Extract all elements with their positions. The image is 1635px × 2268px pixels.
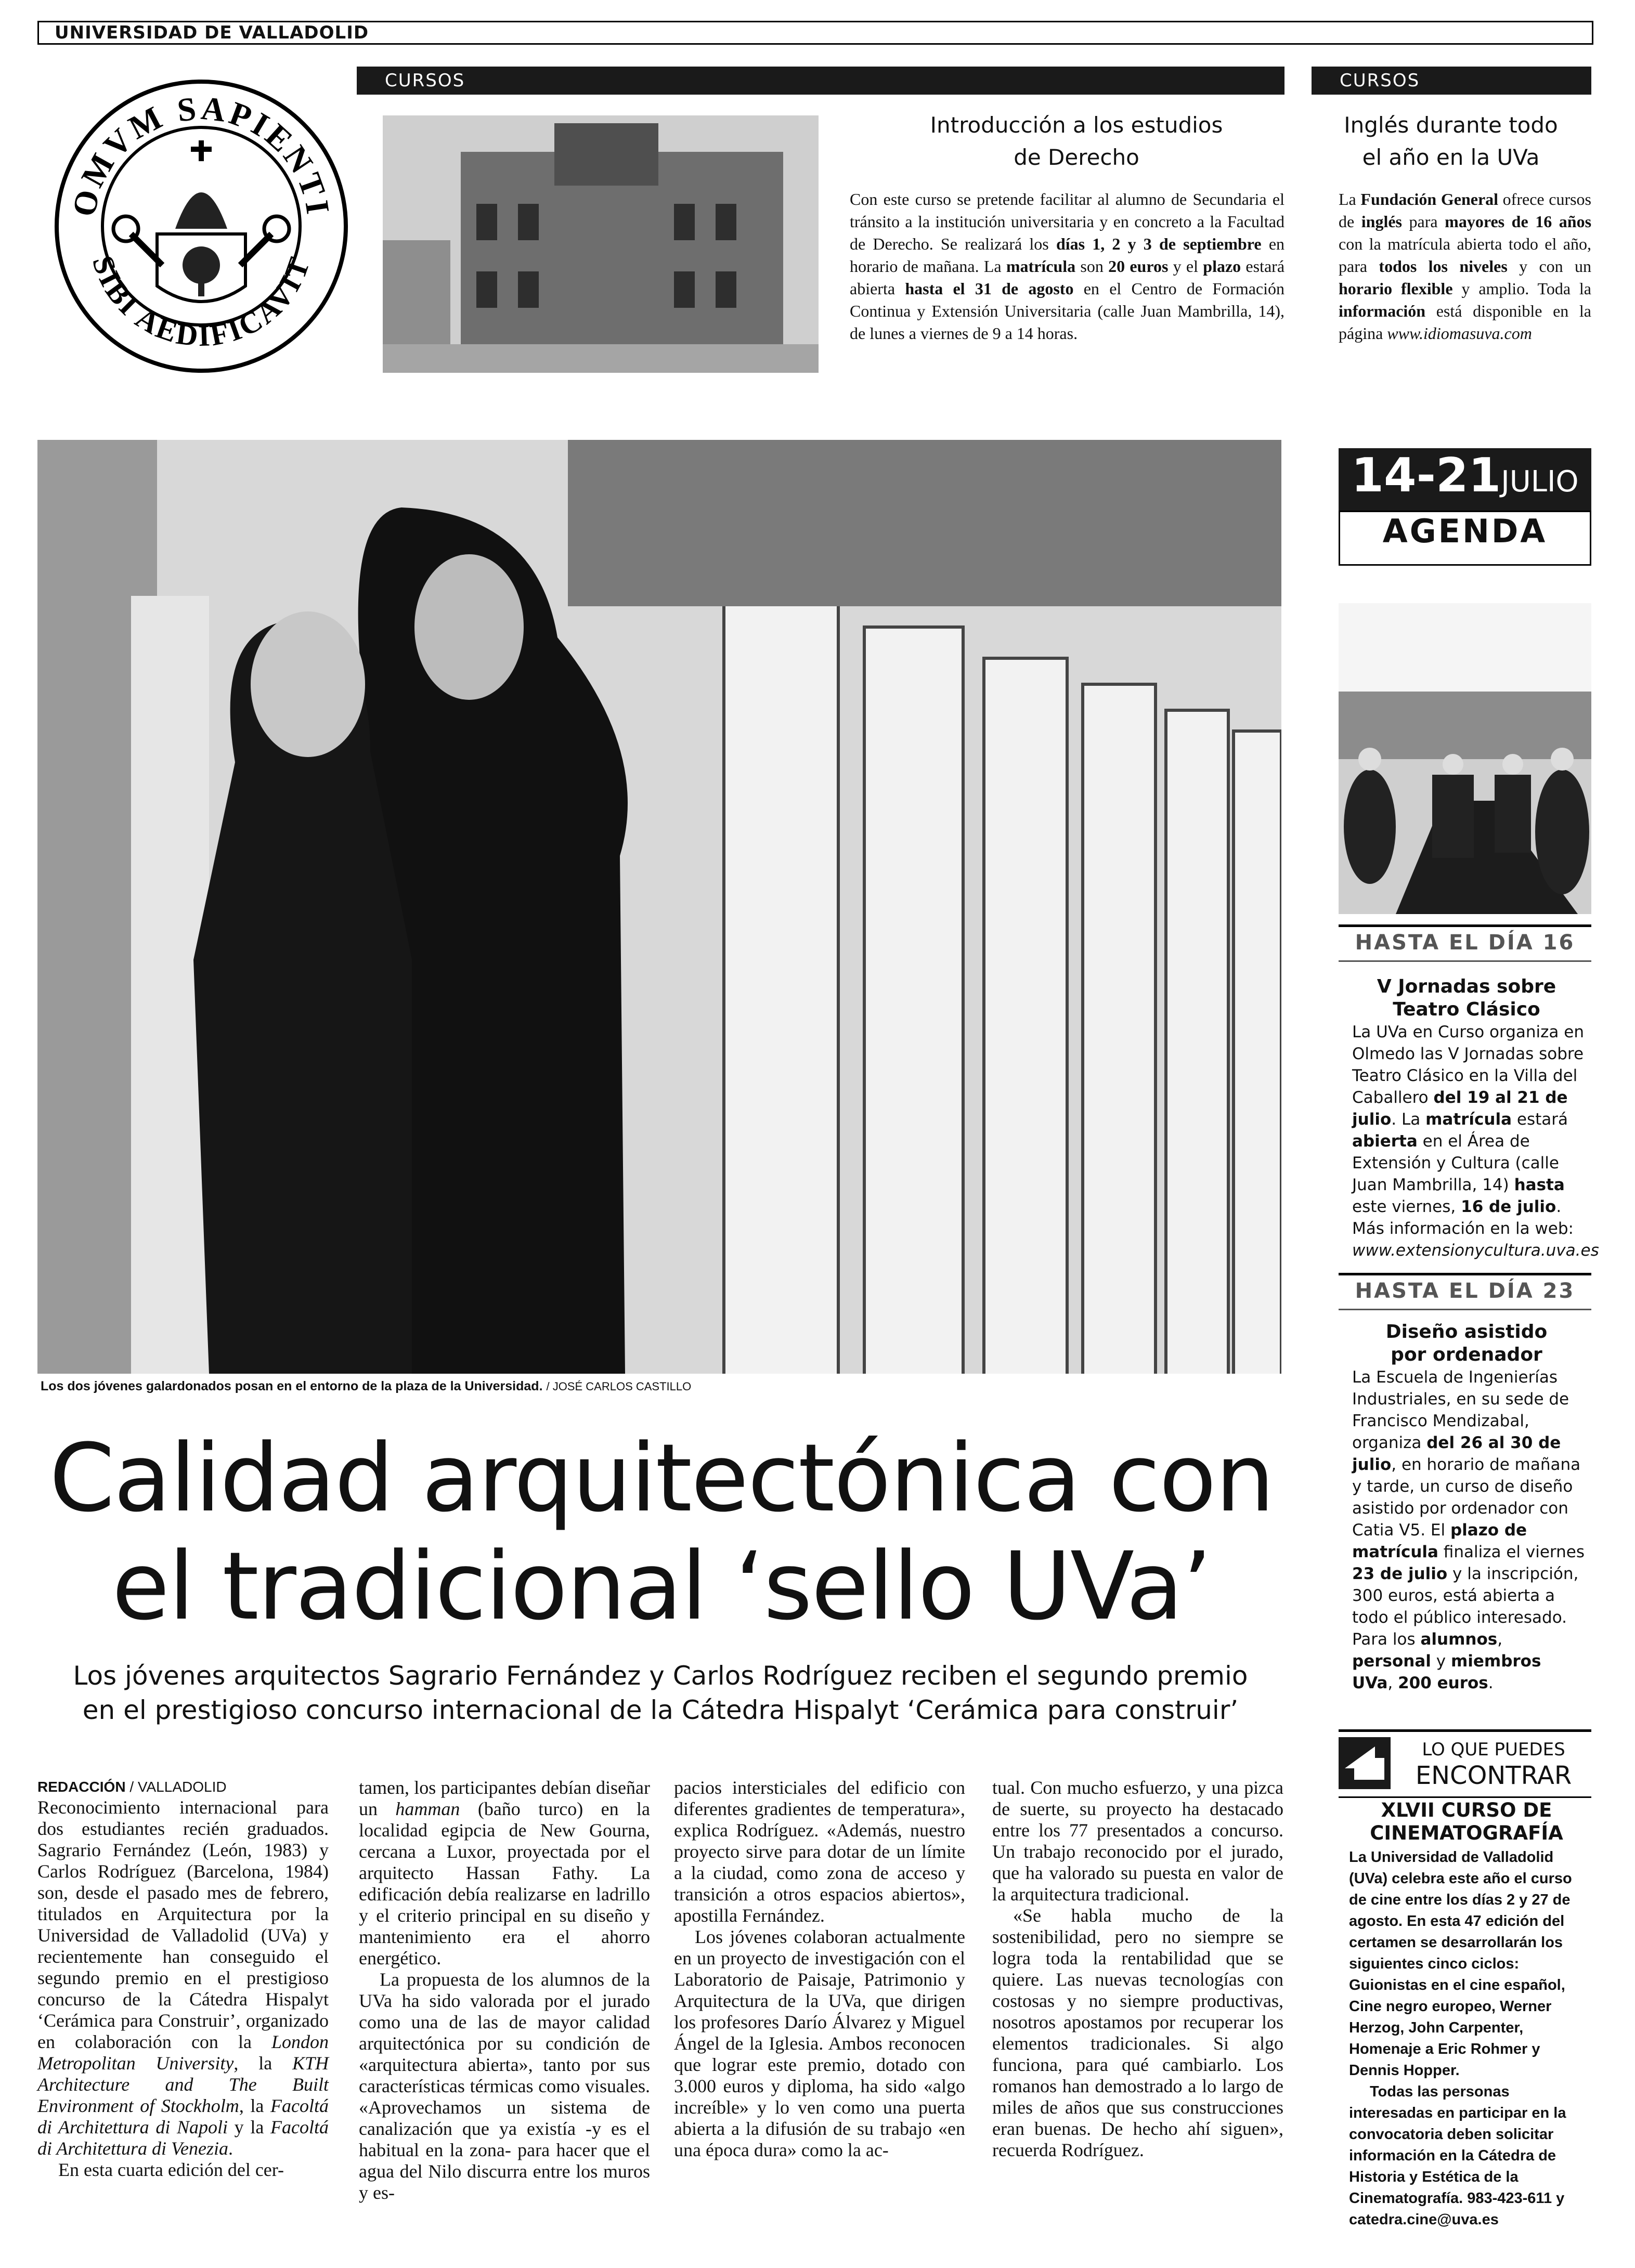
- col1-text-run: y la: [228, 2117, 271, 2137]
- course1-section-label: CURSOS: [357, 67, 1284, 95]
- col1-text-run: Facoltá di Architettura di Napoli: [37, 2095, 329, 2137]
- col2-paragraph-2: La propuesta de los alumnos de la UVa ha sido valorada por el jurado como una de las de mayor calidad arquitectónica por su condición de «arquitectura abierta», tanto por sus características térmicas como visuales. «Aprovechamos un sistema de canalización que ya existía -y es el habitual en la zona- para hacer que el agua del Nilo discurra entre los muros y es-: [359, 1969, 650, 2203]
- agenda-item-1-body-run: abierta: [1352, 1132, 1418, 1151]
- headline-line-1: Calidad arquitectónica con: [49, 1424, 1274, 1533]
- encontrar-kicker: LO QUE PUEDES: [1422, 1739, 1565, 1760]
- course1-body: [850, 188, 1284, 345]
- agenda-item-2-title: Diseño asistido por ordenador: [1385, 1321, 1548, 1365]
- col2-text-run: tamen, los participantes debían diseñar un: [359, 1777, 650, 1819]
- main-photo-caption: [41, 1378, 691, 1395]
- col1-text-run: Reconocimiento internacional para dos estudiantes recién graduados. Sagrario Fernández (León, 1983) y Carlos Rodríguez (Barcelona, 1984) son, desde el pasado mes de febrero, titulados en Arquitectura por la Universidad de Valladolid (UVa) y recientemente han conseguido el segundo premio en el prestigioso concurso de la Cátedra Hispalyt ‘Cerámica para Construir’, organizado en colaboración con la: [37, 1797, 329, 2052]
- course2-title: Inglés durante todo el año en la UVa: [1344, 112, 1558, 170]
- agenda-title: AGENDA: [1382, 512, 1548, 550]
- agenda-title-box: [1339, 511, 1591, 566]
- agenda-item-1-title: V Jornadas sobre Teatro Clásico: [1377, 976, 1556, 1020]
- caption-text: Los dos jóvenes galardonados posan en el entorno de la plaza de la Universidad.: [41, 1379, 543, 1393]
- encontrar-heading: ENCONTRAR: [1415, 1761, 1572, 1790]
- col3-paragraph-2: Los jóvenes colaboran actualmente en un proyecto de investigación con el Laboratorio de Paisaje, Patrimonio y Arquitectura de la UVa, que dirigen los profesores Darío Álvarez y Miguel Ángel de la Iglesia. Ambos reconocen que lograr este premio, dotado con 3.000 euros y diploma, ha sido «algo increíble» y lo ven como una puerta abierta a la difusión de su trabajo «en una época dura» como la ac-: [674, 1926, 965, 2160]
- encontrar-title-line-1: XLVII CURSO DE: [1381, 1799, 1552, 1821]
- col1-text-run: , la: [239, 2095, 271, 2116]
- course1-body-run: matrícula: [1006, 257, 1076, 276]
- caption-credit: / JOSÉ CARLOS CASTILLO: [546, 1380, 692, 1393]
- course2-section-label: CURSOS: [1312, 67, 1591, 95]
- agenda-item-1-body-run: La UVa en Curso organiza en Olmedo las V Jornadas sobre Teatro Clásico en la Villa del Caballero: [1352, 1023, 1584, 1107]
- agenda-item-2-body-run: , en horario de mañana y tarde, un curso de diseño asistido por ordenador con Catia V5. El: [1352, 1455, 1581, 1540]
- agenda-item-2-body-run: miembros UVa: [1352, 1652, 1541, 1692]
- course2-body-run: y amplio. Toda la: [1452, 279, 1592, 298]
- col3-paragraph-1: pacios intersticiales del edificio con diferentes gradientes de temperatura», explica Rodríguez. «Además, nuestro proyecto sirve para dotar de un límite a la ciudad, como zona de acceso y transición a otros espacios abiertos», apostilla Fernández.: [674, 1777, 965, 1926]
- agenda-item-1-body-run: en el Área de Extensión y Cultura (calle Juan Mambrilla, 14): [1352, 1132, 1559, 1194]
- course1-body-run: plazo: [1203, 257, 1241, 276]
- course1-body-run: en el Centro de Formación Continua y Extensión Universitaria (calle Juan Mambrilla, 14), de lunes a viernes de 9 a 14 horas.: [850, 279, 1285, 343]
- agenda-item-2-body-run: y: [1431, 1652, 1451, 1671]
- course2-body: [1339, 188, 1591, 345]
- course1-body-run: en horario de mañana. La: [850, 234, 1285, 276]
- course1-body-run: 20 euros: [1108, 257, 1169, 276]
- seal-text-top: SAPIENTI: [175, 89, 338, 219]
- article-subhead: [31, 1659, 1290, 1727]
- agenda-item-1-body-run: matrícula: [1425, 1110, 1512, 1129]
- agenda-item-2-body-run: alumnos: [1420, 1630, 1498, 1649]
- agenda-item-2-body-run: 23 de julio: [1352, 1565, 1448, 1583]
- university-seal-logo: [53, 78, 349, 374]
- seal-text-bottom: SIBI AEDIFICAVIT: [85, 251, 317, 353]
- subhead-line-1: Los jóvenes arquitectos Sagrario Fernández y Carlos Rodríguez reciben el segundo premio: [73, 1661, 1248, 1691]
- course2-body-run: inglés: [1361, 212, 1402, 231]
- col1-text-run: Facoltá di Architettura di Venezia: [37, 2117, 329, 2159]
- byline-place: / VALLADOLID: [129, 1779, 227, 1795]
- article-headline: [37, 1425, 1286, 1641]
- agenda-dates-month: JULIO: [1501, 465, 1579, 499]
- subhead-line-2: en el prestigioso concurso internacional de la Cátedra Hispalyt ‘Cerámica para construir’: [82, 1695, 1239, 1725]
- agenda-item-2-body-run: personal: [1352, 1652, 1431, 1671]
- col2-paragraph-1: [359, 1777, 650, 1969]
- agenda-item-1-until: HASTA EL DÍA 16: [1355, 931, 1575, 955]
- course2-body-run: está disponible en la página: [1339, 302, 1591, 343]
- seal-text-left: OMVM: [64, 97, 171, 220]
- agenda-item-1-body-run: . La: [1391, 1110, 1426, 1129]
- agenda-item-1-body-run: . Más información en la web:: [1352, 1197, 1574, 1238]
- col1-paragraph-2: En esta cuarta edición del cer-: [58, 2159, 284, 2180]
- col2-text-run: hamman: [395, 1798, 460, 1819]
- col1-text-run: KTH Architecture and The Built Environment of Stockholm: [37, 2053, 329, 2116]
- headline-line-2: el tradicional ‘sello UVa’: [112, 1532, 1211, 1641]
- course2-body-run: información: [1339, 302, 1426, 320]
- agenda-item-2-body-run: y la inscripción, 300 euros, está abierta a todo el público interesado. Para los: [1352, 1565, 1579, 1649]
- byline-author: REDACCIÓN: [37, 1779, 126, 1795]
- course1-photo-law-faculty: [383, 115, 819, 373]
- encontrar-title-line-2: CINEMATOGRAFÍA: [1370, 1822, 1563, 1844]
- course1-body-run: hasta el 31 de agosto: [905, 279, 1074, 298]
- newspaper-header: [37, 21, 1593, 45]
- course2-body-run: horario flexible: [1339, 279, 1453, 298]
- course2-body-run: www.idiomasuva.com: [1387, 324, 1532, 343]
- col1-paragraph-1: [37, 1797, 329, 2159]
- agenda-item-2-until: HASTA EL DÍA 23: [1355, 1279, 1575, 1303]
- agenda-date-box: [1339, 448, 1591, 511]
- encontrar-arrow-icon: [1339, 1737, 1391, 1789]
- agenda-item-2-body-run: ,: [1497, 1630, 1503, 1649]
- agenda-photo-dancers: [1339, 603, 1591, 914]
- agenda-item-1-body-run: hasta: [1514, 1176, 1565, 1194]
- col1-text-run: London Metropolitan University: [37, 2031, 329, 2074]
- encontrar-body: [1349, 1847, 1586, 2231]
- course2-body-run: ofrece cursos de: [1339, 190, 1592, 231]
- col2-text-run: (baño turco) en la localidad egipcia de New Gourna, cercana a Luxor, proyectada por el arquitecto Hassan Fathy. La edificación debía realizarse en ladrillo y el criterio principal en su diseño y mantenimiento era el ahorro energético.: [359, 1798, 650, 1969]
- course2-body-run: La: [1339, 190, 1361, 208]
- course2-body-run: mayores de 16 años: [1445, 212, 1592, 231]
- col1-text-run: , la: [233, 2053, 292, 2074]
- course2-body-run: con la matrícula abierta todo el año, para: [1339, 234, 1591, 276]
- agenda-item-2-body-run: .: [1488, 1674, 1494, 1692]
- course2-body-run: para: [1402, 212, 1445, 231]
- encontrar-paragraph-2: Todas las personas interesadas en participar en la convocatoria deben solicitar información en la Cátedra de Historia y Estética de la Cinematografía. 983-423-611 y catedra.cine@uva.es: [1349, 2083, 1566, 2228]
- encontrar-box: [1339, 1729, 1591, 1798]
- course1-body-run: días 1, 2 y 3 de septiembre: [1056, 234, 1262, 253]
- article-column-1: [37, 1777, 329, 2181]
- agenda-item-1-divider: [1339, 924, 1591, 962]
- agenda-item-1-body-run: 16 de julio: [1461, 1197, 1556, 1216]
- course2-body-run: y con un: [1507, 257, 1592, 276]
- agenda-item-2-body-run: 200 euros: [1398, 1674, 1488, 1692]
- article-column-2: [359, 1777, 650, 2204]
- agenda-item-1-body-run: este viernes,: [1352, 1197, 1461, 1216]
- agenda-item-2-body-run: La Escuela de Ingenierías Industriales, en su sede de Francisco Mendizabal, organiza: [1352, 1368, 1569, 1452]
- agenda-item-2-body-run: ,: [1387, 1674, 1398, 1692]
- col4-paragraph-1: tual. Con mucho esfuerzo, y una pizca de suerte, su proyecto ha destacado entre los 77 presentados a concurso. Un trabajo reconocido por el jurado, que ha valorado su puesta en valor de la arquitectura tradicional.: [992, 1777, 1283, 1905]
- course1-body-run: y el: [1168, 257, 1203, 276]
- agenda-item-2-body-run: del 26 al 30 de julio: [1352, 1433, 1561, 1474]
- article-column-4: [992, 1777, 1283, 2161]
- course2-body-run: todos los niveles: [1379, 257, 1508, 276]
- course1-body-run: Con este curso se pretende facilitar al alumno de Secundaria el tránsito a la institución universitaria y en concreto a la Facultad de Derecho. Se realizará los: [850, 190, 1284, 253]
- course1-body-run: son: [1075, 257, 1109, 276]
- agenda-item-1-body-run: estará: [1512, 1110, 1568, 1129]
- col4-paragraph-2: «Se habla mucho de la sostenibilidad, pero no siempre se logra toda la rentabilidad que se quiere. Las nuevas tecnologías con costosas y no siempre productivas, nosotros apostamos por recuperar los elementos tradicionales. Si algo funciona, para qué cambiarlo. Los romanos han demostrado a lo largo de miles de años que sus construcciones eran buenas. De hecho ahí siguen», recuerda Rodríguez.: [992, 1905, 1283, 2160]
- agenda-item-2-body-run: plazo de matrícula: [1352, 1521, 1527, 1561]
- encontrar-title: [1352, 1799, 1581, 1845]
- col1-text-run: .: [228, 2138, 233, 2159]
- agenda-dates-number: 14-21: [1351, 448, 1501, 503]
- course1-body-run: estará abierta: [850, 257, 1285, 298]
- agenda-item-2-body-run: finaliza el viernes: [1438, 1543, 1585, 1561]
- course1-title: Introducción a los estudios de Derecho: [930, 112, 1223, 170]
- header-title: UNIVERSIDAD DE VALLADOLID: [55, 22, 369, 43]
- agenda-item-1-body-run: www.extensionycultura.uva.es: [1352, 1241, 1599, 1260]
- encontrar-paragraph-1: La Universidad de Valladolid (UVa) celebra este año el curso de cine entre los días 2 y 27 de agosto. En esta 47 edición del certamen se desarrollarán los siguientes cinco ciclos: Guionistas en el cine español, Cine negro europeo, Werner Herzog, John Carpenter, Homenaje a Eric Rohmer y Dennis Hopper.: [1349, 1849, 1572, 2079]
- main-photo-architects: [37, 440, 1281, 1374]
- agenda-item-2-divider: [1339, 1273, 1591, 1310]
- agenda-item-1-body: [1352, 1021, 1599, 1261]
- agenda-item-2-body: [1352, 1366, 1586, 1694]
- course2-body-run: Fundación General: [1360, 190, 1499, 208]
- agenda-item-1-body-run: del 19 al 21 de julio: [1352, 1088, 1568, 1129]
- article-column-3: [674, 1777, 965, 2161]
